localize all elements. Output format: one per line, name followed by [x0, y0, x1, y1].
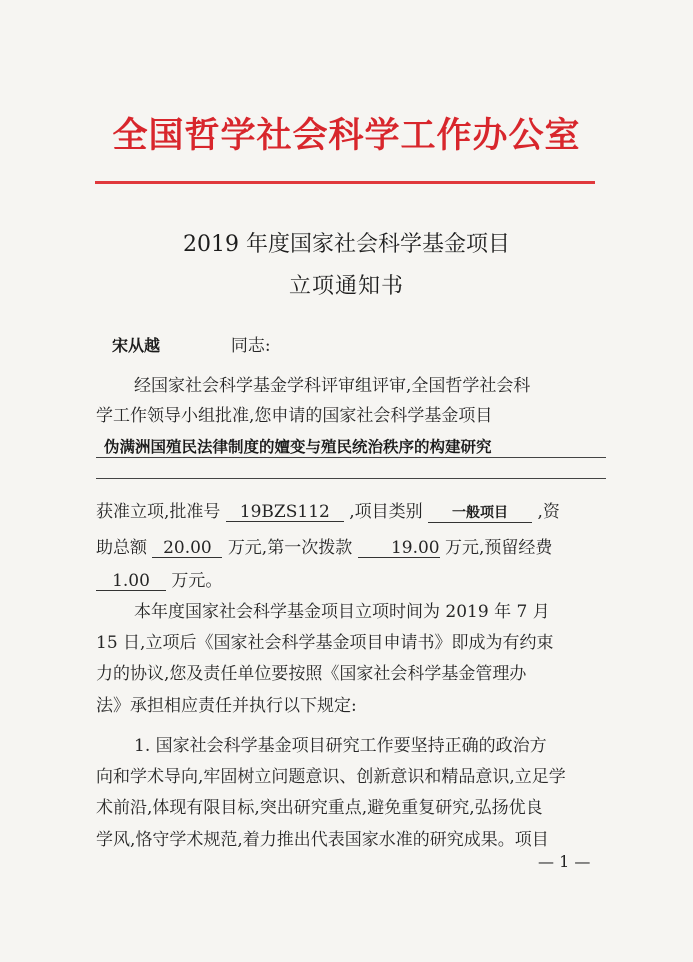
category-suffix: ,资: [537, 502, 560, 522]
total-amount: 20.00: [152, 539, 222, 558]
first-label: 万元,第一次拨款: [227, 538, 353, 558]
recipient-name: 宋从越: [112, 336, 161, 355]
project-title-underline: [96, 457, 606, 458]
paragraph2-line-4: 法》承担相应责任并执行以下规定:: [96, 696, 357, 716]
page-number: — 1 —: [538, 852, 591, 871]
approval-number: 19BZS112: [226, 503, 344, 522]
blank-underline: [96, 478, 606, 479]
paragraph2-line-1: 本年度国家社会科学基金项目立项时间为 2019 年 7 月: [134, 602, 550, 622]
approval-label: 获准立项,批准号: [96, 502, 221, 522]
recipient-line: [112, 331, 622, 356]
rule1-line-3: 术前沿,体现有限目标,突出研究重点,避免重复研究,弘扬优良: [96, 798, 543, 818]
intro-line-1: 经国家社会科学基金学科评审组评审,全国哲学社会科: [134, 376, 531, 396]
project-category: 一般项目: [428, 504, 532, 523]
document-title-line2: 立项通知书: [288, 274, 404, 299]
document-title-line1: 2019 年度国家社会科学基金项目: [183, 232, 510, 257]
first-amount: 19.00: [358, 539, 440, 558]
project-title: 伪满洲国殖民法律制度的嬗变与殖民统治秩序的构建研究: [104, 438, 492, 456]
agency-letterhead: 全国哲学社会科学工作办公室: [112, 116, 581, 156]
funding-line: [96, 533, 606, 558]
reserve-amount: 1.00: [96, 572, 166, 591]
reserve-label: 万元,预留经费: [445, 538, 553, 558]
reserve-line: [96, 566, 606, 591]
rule1-line-2: 向和学术导向,牢固树立问题意识、创新意识和精品意识,立足学: [96, 767, 566, 787]
paragraph2-line-2: 15 日,立项后《国家社会科学基金项目申请书》即成为有约束: [96, 633, 554, 653]
rule1-line-1: 1. 国家社会科学基金项目研究工作要坚持正确的政治方: [134, 736, 547, 756]
salutation: 同志:: [230, 336, 271, 356]
paragraph2-line-3: 力的协议,您及责任单位要按照《国家社会科学基金管理办: [96, 664, 527, 684]
reserve-suffix: 万元。: [171, 571, 223, 591]
approval-line: [96, 497, 606, 523]
letterhead-red-rule: [95, 181, 595, 184]
category-label: ,项目类别: [349, 502, 423, 522]
total-label: 助总额: [96, 538, 147, 558]
intro-line-2: 学工作领导小组批准,您申请的国家社会科学基金项目: [96, 406, 493, 426]
rule1-line-4: 学风,恪守学术规范,着力推出代表国家水准的研究成果。项目: [96, 830, 549, 850]
